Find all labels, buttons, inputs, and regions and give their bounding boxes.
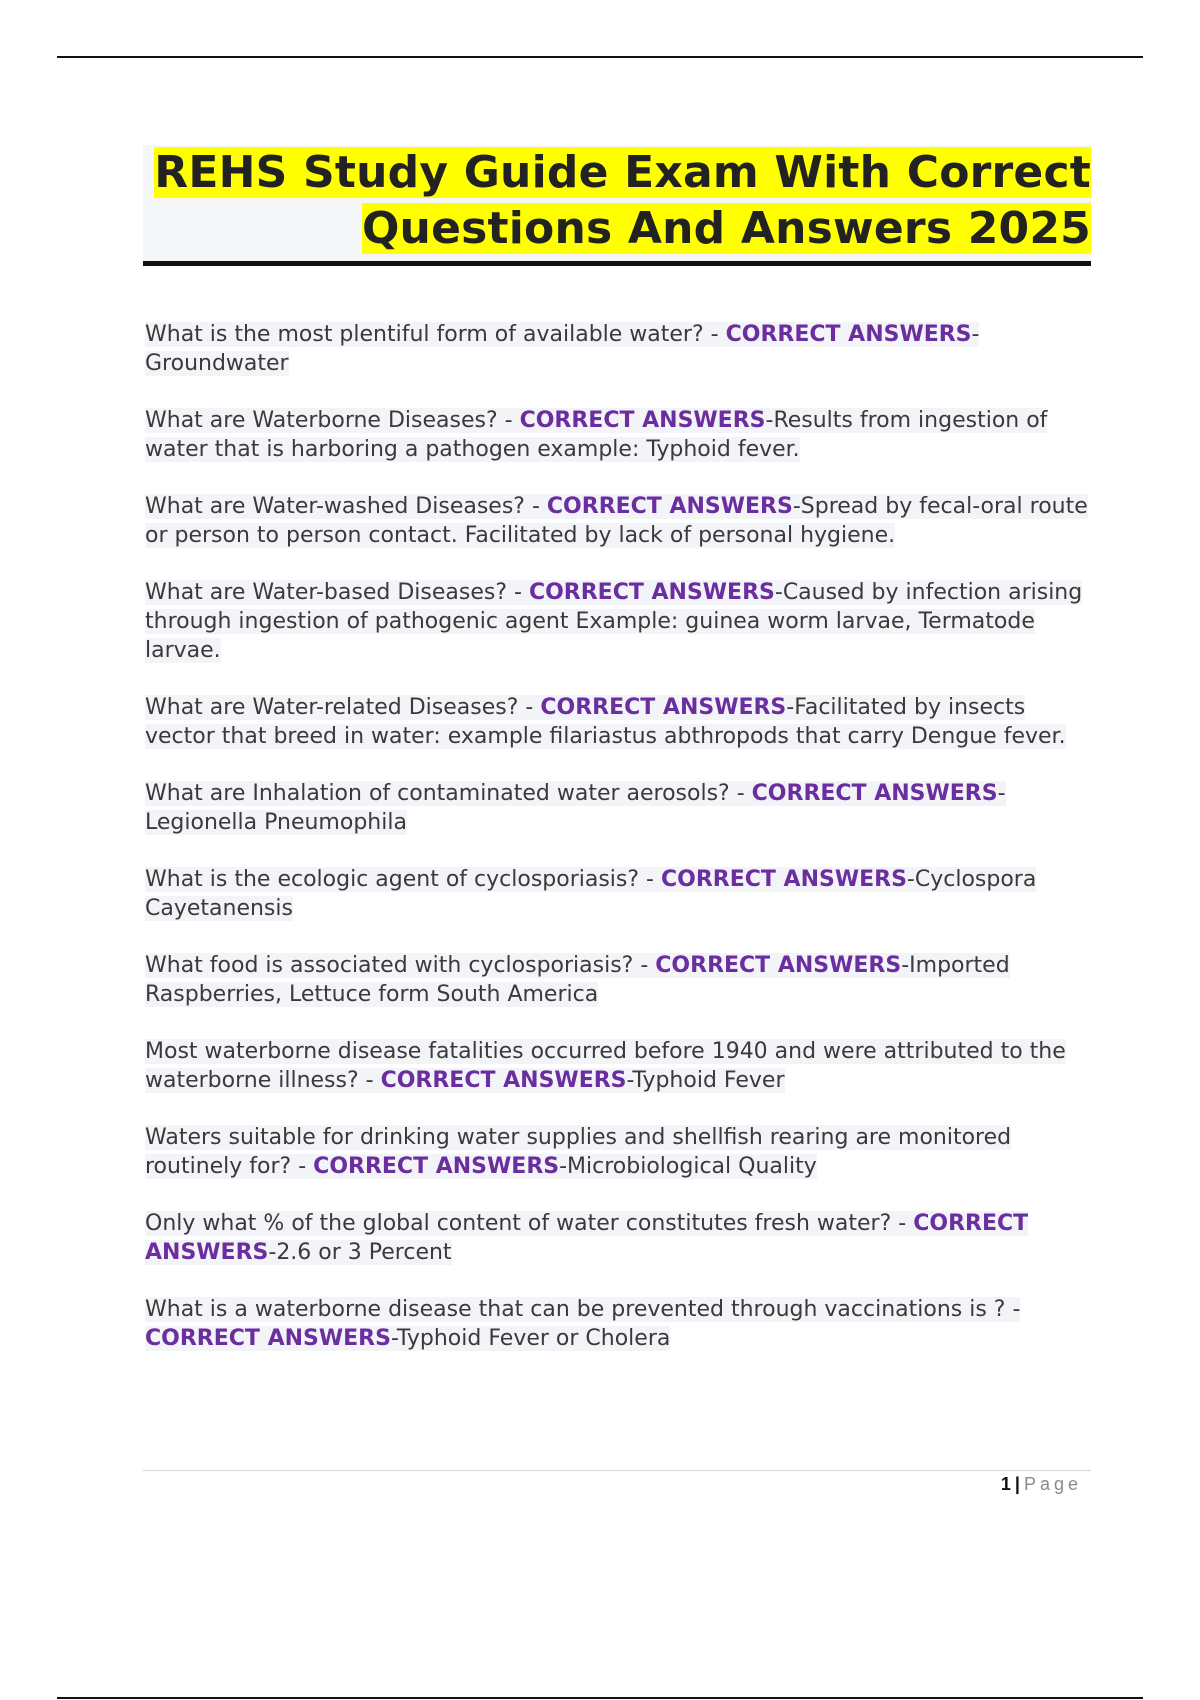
answer-marker: CORRECT ANSWERS — [380, 1068, 627, 1093]
answer-text: -Caused by infection arising through ingestion of pathogenic agent Example: guinea worm larvae, Termatode larvae. — [145, 580, 1083, 663]
question-text: Most waterborne disease fatalities occurred before 1940 and were attributed to the waterborne illness? - — [145, 1039, 1066, 1093]
answer-marker: CORRECT ANSWERS — [655, 953, 902, 978]
qa-item — [145, 865, 1090, 923]
answer-text: -Spread by fecal-oral route or person to person contact. Facilitated by lack of personal hygiene. — [145, 494, 1088, 548]
answer-text: -2.6 or 3 Percent — [268, 1240, 452, 1265]
question-text: What are Water-based Diseases? - — [145, 580, 529, 605]
question-text: What is the ecologic agent of cyclosporiasis? - — [145, 867, 661, 892]
answer-marker: CORRECT ANSWERS — [145, 1211, 1029, 1265]
page-number: 1 — [1000, 1474, 1011, 1494]
answer-text: -Cyclospora Cayetanensis — [145, 867, 1037, 921]
answer-text: -Results from ingestion of water that is harboring a pathogen example: Typhoid fever. — [145, 408, 1048, 462]
answer-marker: CORRECT ANSWERS — [751, 781, 998, 806]
answer-text: -Legionella Pneumophila — [145, 781, 1006, 835]
answer-marker: CORRECT ANSWERS — [540, 695, 787, 720]
answer-text: -Typhoid Fever or Cholera — [390, 1326, 671, 1351]
answer-text: -Microbiological Quality — [559, 1154, 817, 1179]
qa-item — [145, 693, 1090, 751]
answer-text: -Facilitated by insects vector that breed in water: example filariastus abthropods that carry Dengue fever. — [145, 695, 1066, 749]
qa-item — [145, 320, 1090, 378]
question-text: What is a waterborne disease that can be prevented through vaccinations is ? - — [145, 1297, 1021, 1322]
document-title — [143, 145, 1091, 266]
answer-marker: CORRECT ANSWERS — [546, 494, 793, 519]
answer-text: -Groundwater — [145, 322, 980, 376]
question-text: What are Inhalation of contaminated water aerosols? - — [145, 781, 752, 806]
page-separator: | — [1014, 1474, 1020, 1494]
question-text: What are Waterborne Diseases? - — [145, 408, 520, 433]
question-text: What food is associated with cyclosporiasis? - — [145, 953, 656, 978]
question-text: What is the most plentiful form of available water? - — [145, 322, 726, 347]
question-text: Only what % of the global content of water constitutes fresh water? - — [145, 1211, 914, 1236]
answer-text: -Imported Raspberries, Lettuce form South America — [145, 953, 1010, 1007]
question-text: Waters suitable for drinking water supplies and shellfish rearing are monitored routinely for? - — [145, 1125, 1012, 1179]
question-text: What are Water-washed Diseases? - — [145, 494, 547, 519]
title-line-2: Questions And Answers 2025 — [361, 203, 1091, 254]
qa-item — [145, 1123, 1090, 1181]
qa-item — [145, 1209, 1090, 1267]
answer-marker: CORRECT ANSWERS — [660, 867, 907, 892]
page-bottom-rule — [57, 1697, 1143, 1699]
qa-item — [145, 1295, 1090, 1353]
answer-marker: CORRECT ANSWERS — [145, 1326, 391, 1351]
qa-item — [145, 578, 1090, 665]
qa-item — [145, 951, 1090, 1009]
answer-marker: CORRECT ANSWERS — [313, 1154, 560, 1179]
title-line-1: REHS Study Guide Exam With Correct — [154, 147, 1091, 198]
qa-item — [145, 492, 1090, 550]
qa-item — [145, 406, 1090, 464]
qa-item — [145, 779, 1090, 837]
page-label: Page — [1023, 1474, 1082, 1494]
page-top-rule — [57, 56, 1143, 58]
answer-marker: CORRECT ANSWERS — [528, 580, 775, 605]
answer-text: -Typhoid Fever — [626, 1068, 785, 1093]
answer-marker: CORRECT ANSWERS — [725, 322, 972, 347]
answer-marker: CORRECT ANSWERS — [519, 408, 766, 433]
question-text: What are Water-related Diseases? - — [145, 695, 541, 720]
qa-list — [145, 320, 1090, 1381]
qa-item — [145, 1037, 1090, 1095]
footer-rule — [143, 1470, 1091, 1471]
page-number-footer — [1001, 1474, 1082, 1495]
